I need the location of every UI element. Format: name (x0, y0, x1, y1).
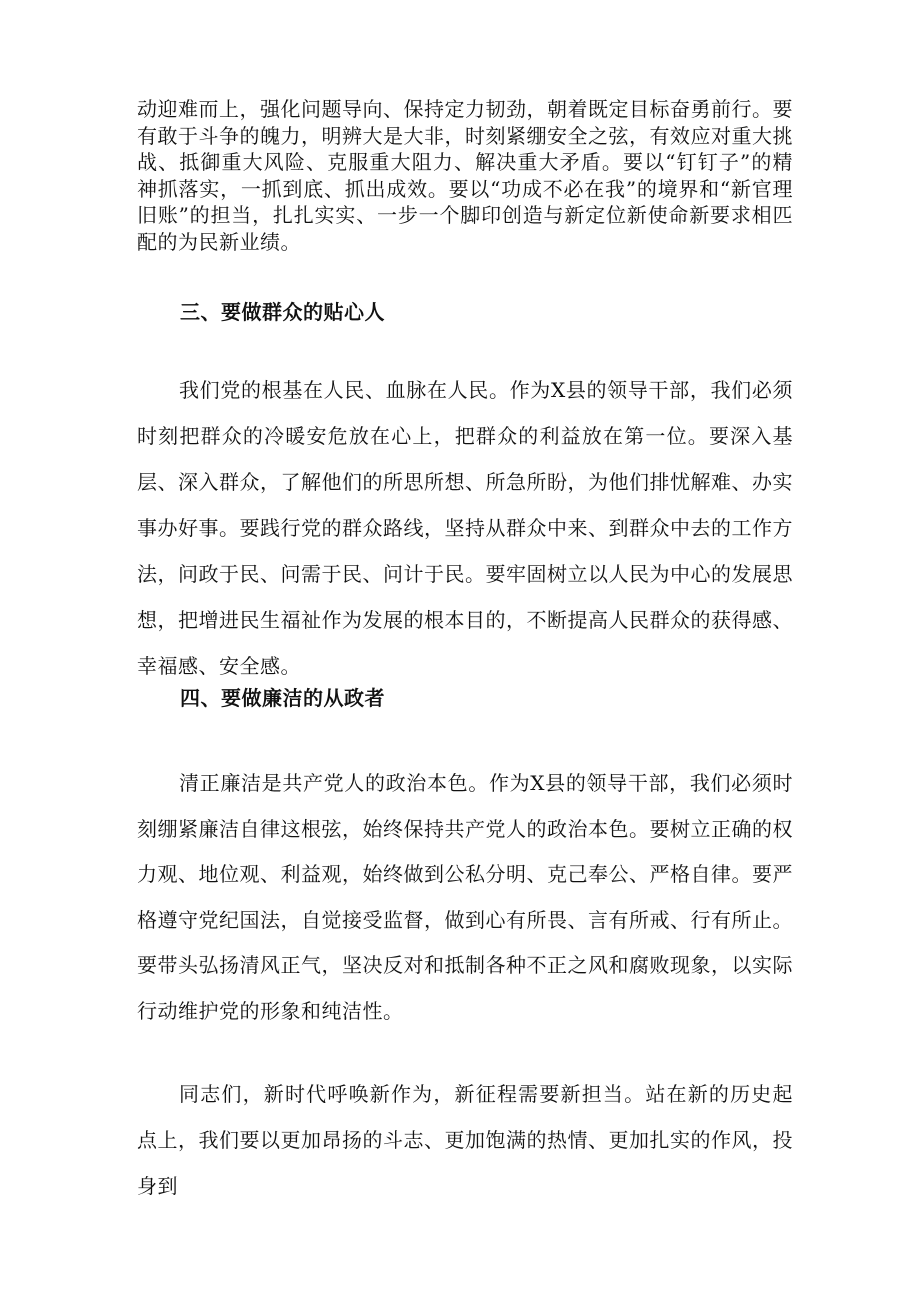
section-heading-4: 四、要做廉洁的从政者 (180, 686, 385, 710)
section-4-paragraph: 清正廉洁是共产党人的政治本色。作为X县的领导干部，我们必须时刻绷紧廉洁自律这根弦，始终保持共产党人的政治本色。要树立正确的权力观、地位观、利益观，始终做到公私分明、克己奉公、严格自律。要严格遵守党纪国法，自觉接受监督，做到心有所畏、言有所戒、行有所止。要带头弘扬清风正气，坚决反对和抵制各种不正之风和腐败现象，以实际行动维护党的形象和纯洁性。 (137, 771, 793, 1023)
paragraph-continued: 动迎难而上，强化问题导向、保持定力韧劲，朝着既定目标奋勇前行。要有敢于斗争的魄力，明辨大是大非，时刻紧绷安全之弦，有效应对重大挑战、抵御重大风险、克服重大阻力、解决重大矛盾。要以“钉钉子”的精神抓落实，一抓到底、抓出成效。要以“功成不必在我”的境界和“新官理旧账”的担当，扎扎实实、一步一个脚印创造与新定位新使命新要求相匹配的为民新业绩。 (137, 97, 793, 254)
closing-paragraph: 同志们，新时代呼唤新作为，新征程需要新担当。站在新的历史起点上，我们要以更加昂扬的斗志、更加饱满的热情、更加扎实的作风，投身到 (137, 1082, 793, 1198)
section-heading-3: 三、要做群众的贴心人 (180, 300, 385, 324)
section-3-paragraph: 我们党的根基在人民、血脉在人民。作为X县的领导干部，我们必须时刻把群众的冷暖安危放在心上，把群众的利益放在第一位。要深入基层、深入群众，了解他们的所思所想、所急所盼，为他们排忧解难、办实事办好事。要践行党的群众路线，坚持从群众中来、到群众中去的工作方法，问政于民、问需于民、问计于民。要牢固树立以人民为中心的发展思想，把增进民生福祉作为发展的根本目的，不断提高人民群众的获得感、幸福感、安全感。 (137, 378, 793, 678)
